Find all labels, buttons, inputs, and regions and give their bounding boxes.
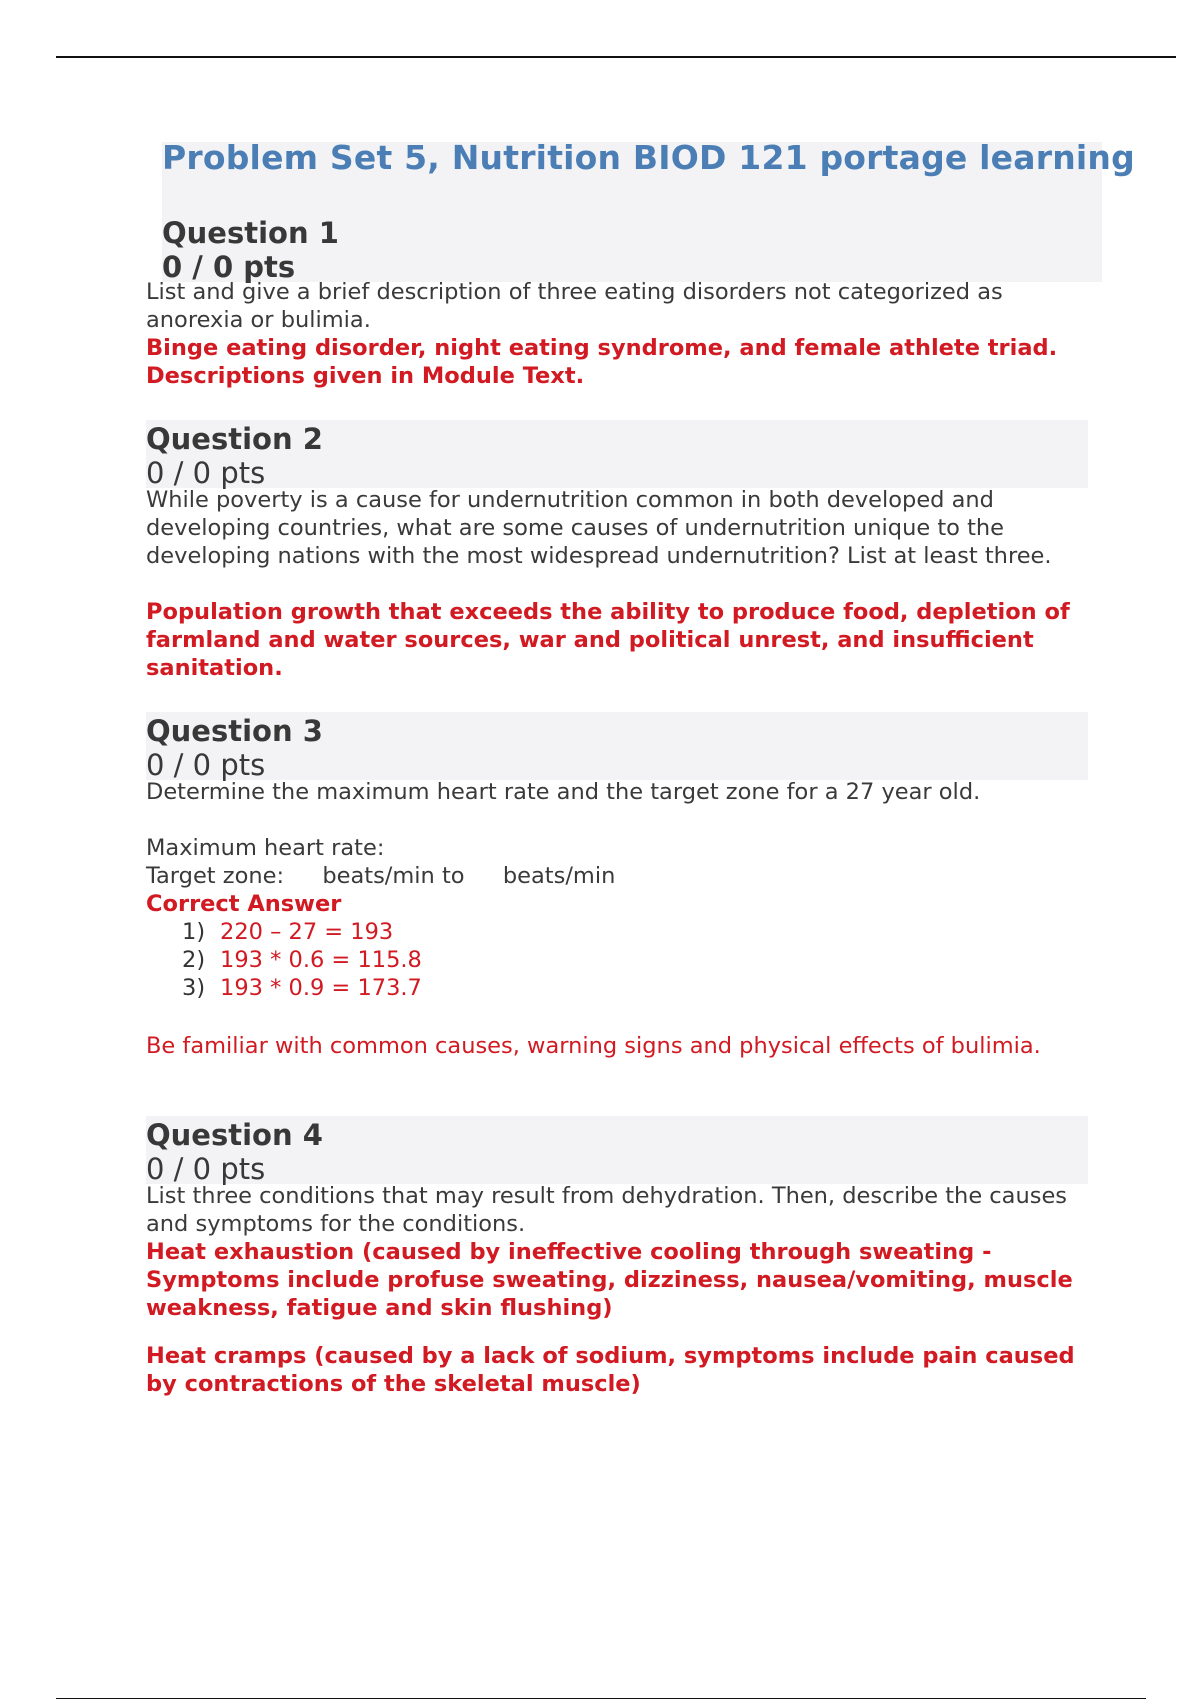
question-3-note: Be familiar with common causes, warning signs and physical effects of bulimia. — [146, 1033, 1041, 1059]
target-zone-unit-from: beats/min to — [322, 863, 465, 889]
question-2-prompt: While poverty is a cause for undernutrition common in both developed and developing countries, what are some causes of undernutrition unique to the developing nations with the most widespread undernutrition? List at least three. — [146, 487, 1052, 569]
question-4-points: 0 / 0 pts — [146, 1152, 266, 1186]
question-4-answer-1: Heat exhaustion (caused by ineffective cooling through sweating - Symptoms include profuse sweating, dizziness, nausea/vomiting, muscle weakness, fatigue and skin flushing) — [146, 1239, 1073, 1321]
question-3-prompt: Determine the maximum heart rate and the target zone for a 27 year old. — [146, 779, 981, 805]
answer-steps — [182, 918, 422, 1002]
top-rule — [56, 56, 1176, 58]
question-2-points: 0 / 0 pts — [146, 456, 266, 490]
question-1-title: Question 1 — [162, 216, 339, 250]
target-zone-unit-to: beats/min — [502, 863, 616, 889]
question-1-header — [162, 214, 339, 284]
question-4-prompt: List three conditions that may result from dehydration. Then, describe the causes and symptoms for the conditions. — [146, 1183, 1068, 1237]
question-1-prompt: List and give a brief description of three eating disorders not categorized as anorexia or bulimia. — [146, 279, 1003, 333]
question-1-points: 0 / 0 pts — [162, 250, 296, 284]
question-4-answer-2: Heat cramps (caused by a lack of sodium, symptoms include pain caused by contractions of the skeletal muscle) — [146, 1343, 1075, 1397]
answer-step: 2) 193 * 0.6 = 115.8 — [182, 947, 422, 973]
question-4-title: Question 4 — [146, 1118, 323, 1152]
answer-step: 1) 220 – 27 = 193 — [182, 919, 394, 945]
answer-step: 3) 193 * 0.9 = 173.7 — [182, 975, 422, 1001]
correct-answer-label: Correct Answer — [146, 891, 342, 917]
question-1-answer: Binge eating disorder, night eating syndrome, and female athlete triad. Descriptions given in Module Text. — [146, 335, 1058, 389]
target-zone-row — [146, 862, 1086, 890]
max-heart-rate-label: Maximum heart rate: — [146, 835, 385, 861]
question-2-answer: Population growth that exceeds the ability to produce food, depletion of farmland and water sources, war and political unrest, and insufficient sanitation. — [146, 599, 1070, 681]
question-3-title: Question 3 — [146, 714, 323, 748]
target-zone-label: Target zone: — [146, 863, 285, 889]
question-2-title: Question 2 — [146, 422, 323, 456]
question-3-header — [146, 712, 1088, 780]
question-2-header — [146, 420, 1088, 488]
page-title: Problem Set 5, Nutrition BIOD 121 portage learning — [162, 138, 1135, 177]
question-4-header — [146, 1116, 1088, 1184]
question-3-points: 0 / 0 pts — [146, 748, 266, 782]
bottom-rule — [56, 1698, 1146, 1699]
